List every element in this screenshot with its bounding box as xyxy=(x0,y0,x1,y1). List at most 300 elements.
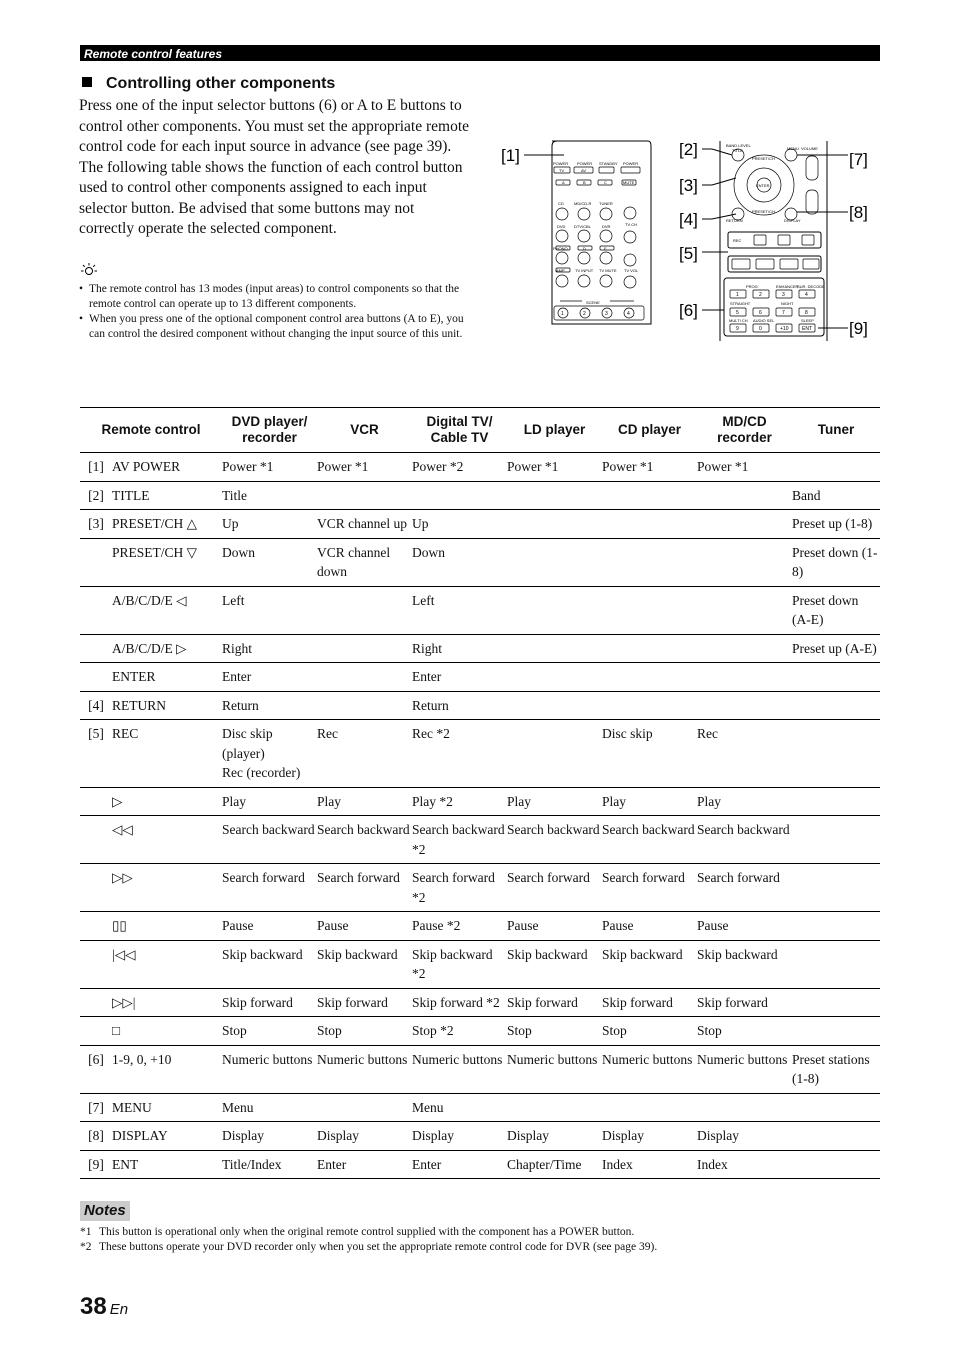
table-cell: Play *2 xyxy=(412,787,507,816)
table-row xyxy=(80,864,880,912)
table-row xyxy=(80,510,880,539)
table-cell: Numeric buttons xyxy=(412,1045,507,1093)
table-cell: Title/Index xyxy=(222,1150,317,1179)
row-index xyxy=(80,912,112,941)
table-cell: Power *1 xyxy=(222,453,317,482)
table-cell xyxy=(602,663,697,692)
table-cell: Numeric buttons xyxy=(697,1045,792,1093)
table-cell: Right xyxy=(412,634,507,663)
table-cell: Skip forward xyxy=(602,988,697,1017)
remote-num-1: 1 xyxy=(736,292,739,298)
remote-num-7: 7 xyxy=(782,310,785,316)
remote-enhancer-label: ENHANCER xyxy=(776,284,799,289)
row-index: [4] xyxy=(80,691,112,720)
table-cell xyxy=(792,720,880,788)
table-cell: Power *1 xyxy=(602,453,697,482)
table-cell xyxy=(697,586,792,634)
note-text: These buttons operate your DVD recorder only when you set the appropriate remote control code for DVR (see page 39). xyxy=(99,1241,658,1253)
remote-num-6: 6 xyxy=(759,310,762,316)
remote-title-label: TITLE xyxy=(732,148,743,153)
remote-num-3: 3 xyxy=(782,292,785,298)
col-header: CD player xyxy=(602,408,697,453)
remote-ent-label: ENT xyxy=(802,326,812,332)
remote-num-5: 5 xyxy=(736,310,739,316)
table-cell: Index xyxy=(697,1150,792,1179)
table-cell xyxy=(792,691,880,720)
remote-cd-label: CD xyxy=(558,201,564,206)
table-cell: Power *1 xyxy=(697,453,792,482)
table-cell: Search forward xyxy=(222,864,317,912)
table-cell: Skip backward xyxy=(222,940,317,988)
remote-prog-label: PROG xyxy=(746,284,758,289)
remote-dvr-label: DVR xyxy=(602,224,611,229)
row-index xyxy=(80,988,112,1017)
function-table xyxy=(80,407,880,1179)
table-cell xyxy=(317,481,412,510)
row-label: TITLE xyxy=(112,481,222,510)
table-cell: Enter xyxy=(412,1150,507,1179)
section-header-label: Remote control features xyxy=(84,47,223,61)
page-number xyxy=(80,1293,128,1321)
table-cell: Pause xyxy=(697,912,792,941)
remote-power-label: POWER xyxy=(553,161,569,166)
remote-num-2: 2 xyxy=(759,292,762,298)
intro-paragraph: Press one of the input selector buttons (6) or A to E buttons to control other components. You must set the appropriate remote control code for each input source in advance (see page 39). The following table shows the function of each control button used to control other components assigned to each input selector button. Be advised that some buttons may not correctly operate the selected component. xyxy=(79,97,470,237)
row-label: |◁◁ xyxy=(112,940,222,988)
row-label: RETURN xyxy=(112,691,222,720)
table-cell: Enter xyxy=(317,1150,412,1179)
table-cell: Search backward *2 xyxy=(412,816,507,864)
remote-menu-label: MENU xyxy=(787,146,799,151)
table-cell: Pause xyxy=(222,912,317,941)
remote-power-label-2: POWER xyxy=(577,161,593,166)
table-cell xyxy=(697,634,792,663)
table-cell xyxy=(792,988,880,1017)
section-header-bar xyxy=(80,45,880,61)
table-cell xyxy=(507,1093,602,1122)
table-cell xyxy=(792,1093,880,1122)
table-cell: Display xyxy=(222,1122,317,1151)
note-text: This button is operational only when the original remote control supplied with the component has a POWER button. xyxy=(99,1226,635,1238)
table-cell xyxy=(317,691,412,720)
table-cell: Power *1 xyxy=(317,453,412,482)
table-cell: Stop xyxy=(222,1017,317,1046)
callout-1: [1] xyxy=(501,146,520,165)
table-cell: Skip backward xyxy=(602,940,697,988)
table-cell: Stop xyxy=(317,1017,412,1046)
table-cell: Play xyxy=(697,787,792,816)
row-label: PRESET/CH ▽ xyxy=(112,538,222,586)
remote-mdcdr-label: MD/CD-R xyxy=(574,201,592,206)
table-row xyxy=(80,1150,880,1179)
table-cell: Search forward xyxy=(507,864,602,912)
table-cell xyxy=(697,481,792,510)
row-index xyxy=(80,663,112,692)
table-cell: Numeric buttons xyxy=(222,1045,317,1093)
section-title: Controlling other components xyxy=(106,75,336,92)
table-cell: Skip backward xyxy=(507,940,602,988)
row-label: DISPLAY xyxy=(112,1122,222,1151)
table-cell xyxy=(602,510,697,539)
table-cell: Rec *2 xyxy=(412,720,507,788)
page-language: En xyxy=(109,1301,129,1318)
table-cell: Down xyxy=(222,538,317,586)
table-cell: Pause *2 xyxy=(412,912,507,941)
table-cell xyxy=(602,691,697,720)
row-label: □ xyxy=(112,1017,222,1046)
table-row xyxy=(80,453,880,482)
table-cell: Skip forward *2 xyxy=(412,988,507,1017)
remote-phono-label: PHONO xyxy=(553,246,568,251)
table-cell: Skip forward xyxy=(222,988,317,1017)
tip-lightbulb-icon xyxy=(80,262,98,283)
table-row xyxy=(80,1093,880,1122)
table-cell xyxy=(792,912,880,941)
table-cell: Return xyxy=(412,691,507,720)
table-cell: Search forward *2 xyxy=(412,864,507,912)
table-cell xyxy=(792,940,880,988)
table-cell: Skip forward xyxy=(317,988,412,1017)
table-cell: Power *2 xyxy=(412,453,507,482)
table-cell xyxy=(792,816,880,864)
remote-a-label: A xyxy=(562,180,565,185)
table-cell xyxy=(507,481,602,510)
remote-mute-label: MUTE xyxy=(623,180,635,185)
remote-straight-label: STRAIGHT xyxy=(730,301,751,306)
table-cell xyxy=(697,1093,792,1122)
table-cell xyxy=(697,663,792,692)
row-label: MENU xyxy=(112,1093,222,1122)
remote-tvmute-label: TV MUTE xyxy=(599,268,617,273)
table-cell: Preset up (1-8) xyxy=(792,510,880,539)
table-cell: Disc skip (player) Rec (recorder) xyxy=(222,720,317,788)
remote-standby-label: STANDBY xyxy=(599,161,618,166)
table-cell: Pause xyxy=(317,912,412,941)
row-index xyxy=(80,816,112,864)
table-row xyxy=(80,1017,880,1046)
row-index xyxy=(80,864,112,912)
row-label: ▷▷ xyxy=(112,864,222,912)
table-cell xyxy=(507,586,602,634)
table-cell: VCR channel up xyxy=(317,510,412,539)
row-index: [9] xyxy=(80,1150,112,1179)
remote-return-label: RETURN xyxy=(726,218,743,223)
tip-list xyxy=(79,282,471,342)
remote-night-label: NIGHT xyxy=(781,301,794,306)
callout-9: [9] xyxy=(849,319,868,338)
callout-4: [4] xyxy=(679,210,698,229)
table-cell: Play xyxy=(222,787,317,816)
remote-scene-label: SCENE xyxy=(586,300,600,305)
remote-tv-label: TV xyxy=(559,168,565,173)
callout-5: [5] xyxy=(679,244,698,263)
remote-presetch-label-2: PRESET/CH xyxy=(752,209,775,214)
table-cell xyxy=(602,538,697,586)
table-cell: Search forward xyxy=(317,864,412,912)
row-index: [3] xyxy=(80,510,112,539)
col-header: Tuner xyxy=(792,408,880,453)
table-cell: Search forward xyxy=(602,864,697,912)
table-cell: Play xyxy=(317,787,412,816)
remote-control-figure xyxy=(500,138,880,348)
tip-item: • When you press one of the optional component control area buttons (A to E), you can control the desired component without changing the input source of this unit. xyxy=(79,312,471,342)
table-cell xyxy=(792,453,880,482)
remote-scene-2: 2 xyxy=(583,311,586,317)
table-row xyxy=(80,663,880,692)
table-cell: Play xyxy=(602,787,697,816)
remote-plus10: +10 xyxy=(780,326,789,332)
table-cell xyxy=(792,787,880,816)
row-label: ENT xyxy=(112,1150,222,1179)
row-index xyxy=(80,940,112,988)
table-cell: Index xyxy=(602,1150,697,1179)
table-cell: Stop xyxy=(697,1017,792,1046)
table-cell: Skip backward *2 xyxy=(412,940,507,988)
table-cell xyxy=(792,864,880,912)
table-cell xyxy=(507,538,602,586)
row-label: A/B/C/D/E ▷ xyxy=(112,634,222,663)
table-cell: Skip backward xyxy=(697,940,792,988)
table-cell: Display xyxy=(412,1122,507,1151)
table-cell: Display xyxy=(317,1122,412,1151)
remote-multich-label: MULTI CH xyxy=(729,318,748,323)
table-cell: Preset down (1-8) xyxy=(792,538,880,586)
row-label: AV POWER xyxy=(112,453,222,482)
table-cell: Band xyxy=(792,481,880,510)
row-index xyxy=(80,538,112,586)
row-index xyxy=(80,1017,112,1046)
remote-sleep-label: SLEEP xyxy=(801,318,814,323)
table-cell: Rec xyxy=(317,720,412,788)
remote-b-label: B xyxy=(583,180,586,185)
table-cell: Search backward xyxy=(602,816,697,864)
remote-d-label: D xyxy=(583,246,586,251)
row-index: [2] xyxy=(80,481,112,510)
callout-8: [8] xyxy=(849,203,868,222)
row-label: ENTER xyxy=(112,663,222,692)
table-cell: Search backward xyxy=(317,816,412,864)
row-index: [7] xyxy=(80,1093,112,1122)
table-cell: Display xyxy=(507,1122,602,1151)
row-index: [8] xyxy=(80,1122,112,1151)
table-row xyxy=(80,634,880,663)
table-cell xyxy=(507,720,602,788)
remote-av-label: AV xyxy=(581,168,587,173)
table-cell xyxy=(792,1150,880,1179)
callout-2: [2] xyxy=(679,140,698,159)
table-row xyxy=(80,586,880,634)
row-label: REC xyxy=(112,720,222,788)
table-cell: Search backward xyxy=(697,816,792,864)
table-cell xyxy=(792,663,880,692)
table-cell xyxy=(602,586,697,634)
table-cell xyxy=(507,634,602,663)
note-item xyxy=(80,1225,880,1240)
table-cell: Numeric buttons xyxy=(602,1045,697,1093)
remote-surdecode-label: SUR. DECODE xyxy=(797,284,825,289)
col-header: MD/CD recorder xyxy=(697,408,792,453)
table-cell xyxy=(792,1122,880,1151)
table-cell: Preset down (A-E) xyxy=(792,586,880,634)
remote-bandlevel-label: BAND LEVEL xyxy=(726,143,751,148)
table-cell: Skip forward xyxy=(697,988,792,1017)
col-header: DVD player/ recorder xyxy=(222,408,317,453)
table-row xyxy=(80,481,880,510)
remote-num-4: 4 xyxy=(805,292,808,298)
remote-tuner-label: TUNER xyxy=(599,201,613,206)
table-cell xyxy=(317,663,412,692)
remote-scene-4: 4 xyxy=(627,311,630,317)
table-cell: Up xyxy=(222,510,317,539)
table-cell: Pause xyxy=(602,912,697,941)
table-cell: Enter xyxy=(222,663,317,692)
notes-list xyxy=(80,1225,880,1255)
table-cell: Chapter/Time xyxy=(507,1150,602,1179)
table-cell: Skip forward xyxy=(507,988,602,1017)
table-cell xyxy=(317,634,412,663)
row-label: ◁◁ xyxy=(112,816,222,864)
note-id: *2 xyxy=(80,1241,92,1253)
table-cell: Up xyxy=(412,510,507,539)
table-cell xyxy=(602,1093,697,1122)
remote-scene-1: 1 xyxy=(561,311,564,317)
table-cell: Search backward xyxy=(507,816,602,864)
table-cell: Search forward xyxy=(697,864,792,912)
table-cell: Preset stations (1-8) xyxy=(792,1045,880,1093)
table-cell: Disc skip xyxy=(602,720,697,788)
remote-dtvcbl-label: DTV/CBL xyxy=(574,224,591,229)
table-cell: Display xyxy=(602,1122,697,1151)
remote-tvch-label: TV CH xyxy=(625,222,637,227)
table-cell: Stop xyxy=(602,1017,697,1046)
callout-7: [7] xyxy=(849,150,868,169)
table-cell: Play xyxy=(507,787,602,816)
remote-dvd-label: DVD xyxy=(557,224,566,229)
remote-audiosel-label: AUDIO SEL xyxy=(753,318,775,323)
table-cell xyxy=(602,634,697,663)
table-cell: Left xyxy=(412,586,507,634)
table-row xyxy=(80,538,880,586)
remote-e-label: E xyxy=(604,246,607,251)
remote-rec-label: REC xyxy=(733,238,742,243)
row-index xyxy=(80,586,112,634)
remote-amp-label: AMP xyxy=(556,268,565,273)
row-index: [6] xyxy=(80,1045,112,1093)
remote-enter-label: ENTER xyxy=(756,183,770,188)
table-cell xyxy=(602,481,697,510)
table-cell: Menu xyxy=(222,1093,317,1122)
table-header-row xyxy=(80,408,880,453)
table-row xyxy=(80,912,880,941)
table-row xyxy=(80,720,880,788)
tip-item: • The remote control has 13 modes (input areas) to control components so that the remote control can operate up to 13 different components. xyxy=(79,282,471,312)
remote-display-label: DISPLAY xyxy=(784,218,801,223)
col-header: Digital TV/ Cable TV xyxy=(412,408,507,453)
table-cell: Stop *2 xyxy=(412,1017,507,1046)
page-number-value: 38 xyxy=(80,1293,107,1320)
col-header: LD player xyxy=(507,408,602,453)
table-cell xyxy=(697,691,792,720)
table-cell: Right xyxy=(222,634,317,663)
remote-tvvol-label: TV VOL xyxy=(624,268,639,273)
table-cell: Display xyxy=(697,1122,792,1151)
table-cell xyxy=(697,510,792,539)
remote-c-label: C xyxy=(604,180,607,185)
notes-title: Notes xyxy=(80,1201,130,1221)
table-cell: Enter xyxy=(412,663,507,692)
table-cell: Numeric buttons xyxy=(317,1045,412,1093)
remote-num-0: 0 xyxy=(759,326,762,332)
remote-scene-3: 3 xyxy=(605,311,608,317)
note-item xyxy=(80,1240,880,1255)
table-cell: Preset up (A-E) xyxy=(792,634,880,663)
section-heading xyxy=(82,75,335,93)
row-index: [5] xyxy=(80,720,112,788)
table-cell: Power *1 xyxy=(507,453,602,482)
table-cell xyxy=(317,1093,412,1122)
table-cell: Left xyxy=(222,586,317,634)
table-cell: Rec xyxy=(697,720,792,788)
remote-num-9: 9 xyxy=(736,326,739,332)
col-header: VCR xyxy=(317,408,412,453)
square-bullet-icon xyxy=(82,77,92,87)
table-cell: Search backward xyxy=(222,816,317,864)
table-cell: Pause xyxy=(507,912,602,941)
table-cell: Title xyxy=(222,481,317,510)
row-label: ▷▷| xyxy=(112,988,222,1017)
row-label: PRESET/CH △ xyxy=(112,510,222,539)
table-row xyxy=(80,988,880,1017)
note-id: *1 xyxy=(80,1226,92,1238)
table-cell: Down xyxy=(412,538,507,586)
remote-num-8: 8 xyxy=(805,310,808,316)
remote-presetch-label: PRESET/CH xyxy=(752,156,775,161)
table-cell xyxy=(507,510,602,539)
col-header: Remote control xyxy=(80,408,222,453)
row-label: ▯▯ xyxy=(112,912,222,941)
row-label: 1-9, 0, +10 xyxy=(112,1045,222,1093)
remote-power-label-3: POWER xyxy=(623,161,639,166)
table-row xyxy=(80,940,880,988)
table-cell xyxy=(507,691,602,720)
remote-tvinput-label: TV INPUT xyxy=(575,268,594,273)
table-cell: Numeric buttons xyxy=(507,1045,602,1093)
row-index xyxy=(80,634,112,663)
table-cell: Skip backward xyxy=(317,940,412,988)
row-index xyxy=(80,787,112,816)
remote-volume-label: VOLUME xyxy=(801,146,818,151)
table-cell: Return xyxy=(222,691,317,720)
table-row xyxy=(80,816,880,864)
table-cell xyxy=(317,586,412,634)
table-row xyxy=(80,1122,880,1151)
callout-6: [6] xyxy=(679,301,698,320)
row-label: ▷ xyxy=(112,787,222,816)
table-cell xyxy=(792,1017,880,1046)
row-label: A/B/C/D/E ◁ xyxy=(112,586,222,634)
table-cell: Stop xyxy=(507,1017,602,1046)
callout-3: [3] xyxy=(679,176,698,195)
table-row xyxy=(80,691,880,720)
table-cell: VCR channel down xyxy=(317,538,412,586)
row-index: [1] xyxy=(80,453,112,482)
table-row xyxy=(80,1045,880,1093)
table-row xyxy=(80,787,880,816)
table-cell xyxy=(412,481,507,510)
table-cell xyxy=(507,663,602,692)
table-cell xyxy=(697,538,792,586)
table-cell: Menu xyxy=(412,1093,507,1122)
